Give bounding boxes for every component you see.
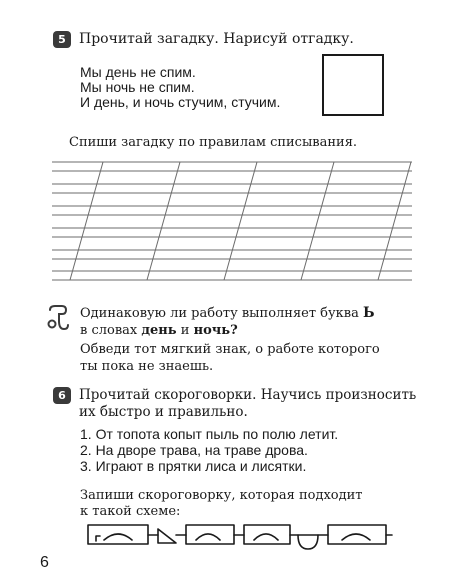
task-6-title-line-2: их быстро и правильно.	[79, 404, 248, 420]
question-line-3: Обведи тот мягкий знак, о работе которого	[80, 342, 380, 357]
tongue-twister-3: 3. Играют в прятки лиса и лисятки.	[80, 458, 307, 474]
question-line-1-text: Одинаковую ли работу выполняет буква	[80, 306, 363, 321]
tongue-twister-2: 2. На дворе трава, на траве дрова.	[80, 442, 308, 458]
riddle-line-2: Мы ночь не спим.	[80, 79, 195, 95]
scheme-root-arc	[196, 534, 220, 540]
page-number: 6	[40, 554, 49, 571]
tongue-twister-1: 1. От топота копыт пыль по полю летит.	[80, 426, 339, 442]
question-line-2-text: в словах	[80, 323, 142, 338]
question-word-day: день	[141, 323, 177, 338]
scheme-small-word-mark	[298, 535, 318, 549]
scheme-ending-mark	[96, 536, 100, 541]
task-6-badge: 6	[53, 387, 71, 404]
question-and: и	[176, 323, 194, 338]
write-instruction-line-1: Запиши скороговорку, которая подходит	[80, 488, 363, 503]
write-instruction-line-2: к такой схеме:	[80, 504, 181, 519]
task-6-title-line-1: Прочитай скороговорки. Научись произносить	[79, 387, 417, 403]
riddle-line-1: Мы день не спим.	[80, 64, 196, 80]
task-5-title: Прочитай загадку. Нарисуй отгадку.	[79, 31, 354, 47]
question-line-4: ты пока не знаешь.	[80, 359, 214, 374]
task-5-badge: 5	[53, 31, 71, 48]
scheme-root-arc	[342, 534, 370, 540]
question-soft-sign: Ь	[362, 305, 375, 321]
scheme-preposition-mark	[158, 529, 176, 543]
question-word-night: ночь?	[193, 323, 238, 338]
riddle-line-3: И день, и ночь стучим, стучим.	[80, 94, 281, 110]
scheme-root-arc	[254, 534, 278, 540]
copy-instruction: Спиши загадку по правилам списывания.	[69, 135, 358, 150]
scheme-root-arc	[104, 534, 132, 540]
